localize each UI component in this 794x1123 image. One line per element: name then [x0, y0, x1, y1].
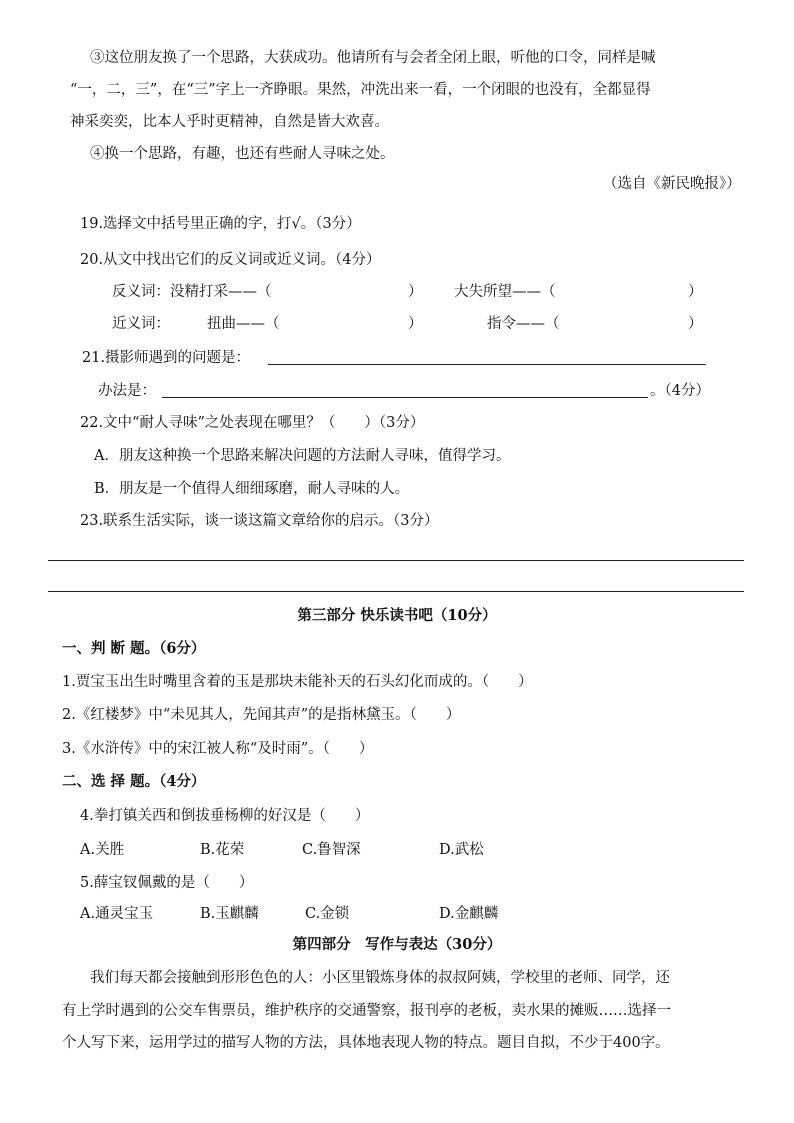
question-23: 23.联系生活实际，谈一谈这篇文章给你的启示。（3分）	[80, 513, 439, 529]
part3-title: 第三部分 快乐读书吧（10分）	[297, 607, 497, 624]
q21-method-answer-line[interactable]	[162, 397, 648, 398]
judge-item-1: 1.贾宝玉出生时嘴里含着的玉是那块未能补天的石头幻化而成的。（ ）	[62, 674, 533, 690]
q20-synonym-1: 扭曲——（	[207, 316, 280, 332]
q20-synonym-label: 近义词：	[112, 316, 170, 332]
question-21-problem: 21.摄影师遇到的问题是：	[82, 350, 251, 366]
judge-item-2: 2.《红楼梦》中“未见其人，先闻其声”的是指林黛玉。（ ）	[62, 707, 461, 723]
answer-line-1[interactable]	[48, 560, 744, 561]
passage-p3-line3: 神采奕奕，比本人乎时更精神，自然是皆大欢喜。	[70, 114, 389, 130]
question-19: 19.选择文中括号里正确的字，打√。（3分）	[80, 216, 361, 232]
question-21-end: 。（4分）	[650, 383, 710, 399]
passage-p3-line2: “一，二，三”，在“三”字上一齐睁眼。果然，冲洗出来一看，一个闭眼的也没有，全都显得	[70, 82, 651, 98]
part3-choice-header: 二、选 择 题。（4分）	[62, 773, 206, 790]
part4-title: 第四部分 写作与表达（30分）	[292, 936, 502, 953]
passage-p4: ④换一个思路，有趣，也还有些耐人寻味之处。	[90, 146, 395, 162]
choice-question-5: 5.薛宝钗佩戴的是（ ）	[80, 875, 254, 891]
choice-5-option-a[interactable]: A.通灵宝玉	[80, 906, 154, 922]
q20-antonym-2-close: ）	[688, 284, 703, 300]
part4-prompt-line2: 有上学时遇到的公交车售票员，维护秩序的交通警察，报刊亭的老板，卖水果的摊贩……选择一	[62, 1003, 671, 1019]
choice-5-option-b[interactable]: B.玉麒麟	[200, 906, 259, 922]
choice-question-4: 4.拳打镇关西和倒拔垂杨柳的好汉是（ ）	[80, 808, 370, 824]
q20-synonym-2: 指令——（	[487, 316, 560, 332]
choice-5-option-d[interactable]: D.金麒麟	[439, 906, 499, 922]
q20-antonym-1: 反义词：没精打采——（	[112, 284, 272, 300]
question-20: 20.从文中找出它们的反义词或近义词。（4分）	[80, 252, 381, 268]
judge-item-3: 3.《水浒传》中的宋江被人称“及时雨”。（ ）	[62, 741, 374, 757]
question-21-method: 办法是：	[98, 383, 156, 399]
q20-synonym-2-close: ）	[688, 316, 703, 332]
q20-antonym-1-close: ）	[408, 284, 423, 300]
q21-problem-answer-line[interactable]	[268, 364, 706, 365]
part4-prompt-line3: 个人写下来，运用学过的描写人物的方法，具体地表现人物的特点。题目自拟，不少于400字。	[62, 1035, 670, 1051]
passage-source: （选自《新民晚报》）	[603, 176, 741, 192]
choice-4-option-a[interactable]: A.关胜	[80, 842, 125, 858]
choice-4-option-c[interactable]: C.鲁智深	[302, 842, 361, 858]
part3-judge-header: 一、判 断 题。（6分）	[62, 640, 206, 657]
part4-prompt-line1: 我们每天都会接触到形形色色的人：小区里锻炼身体的叔叔阿姨，学校里的老师、同学，还	[90, 970, 670, 986]
choice-4-option-d[interactable]: D.武松	[439, 842, 484, 858]
passage-p3-line1: ③这位朋友换了一个思路，大获成功。他请所有与会者全闭上眼，听他的口令，同样是喊	[90, 50, 656, 66]
answer-line-2[interactable]	[48, 591, 744, 592]
choice-5-option-c[interactable]: C.金锁	[305, 906, 350, 922]
q20-synonym-1-close: ）	[408, 316, 423, 332]
q22-option-b[interactable]: B．朋友是一个值得人细细琢磨，耐人寻味的人。	[94, 481, 410, 497]
choice-4-option-b[interactable]: B.花荣	[200, 842, 245, 858]
q20-antonym-2: 大失所望——（	[454, 284, 556, 300]
q22-option-a[interactable]: A．朋友这种换一个思路来解决问题的方法耐人寻味，值得学习。	[94, 448, 511, 464]
question-22: 22.文中“耐人寻味”之处表现在哪里？（ ）（3分）	[80, 415, 425, 431]
